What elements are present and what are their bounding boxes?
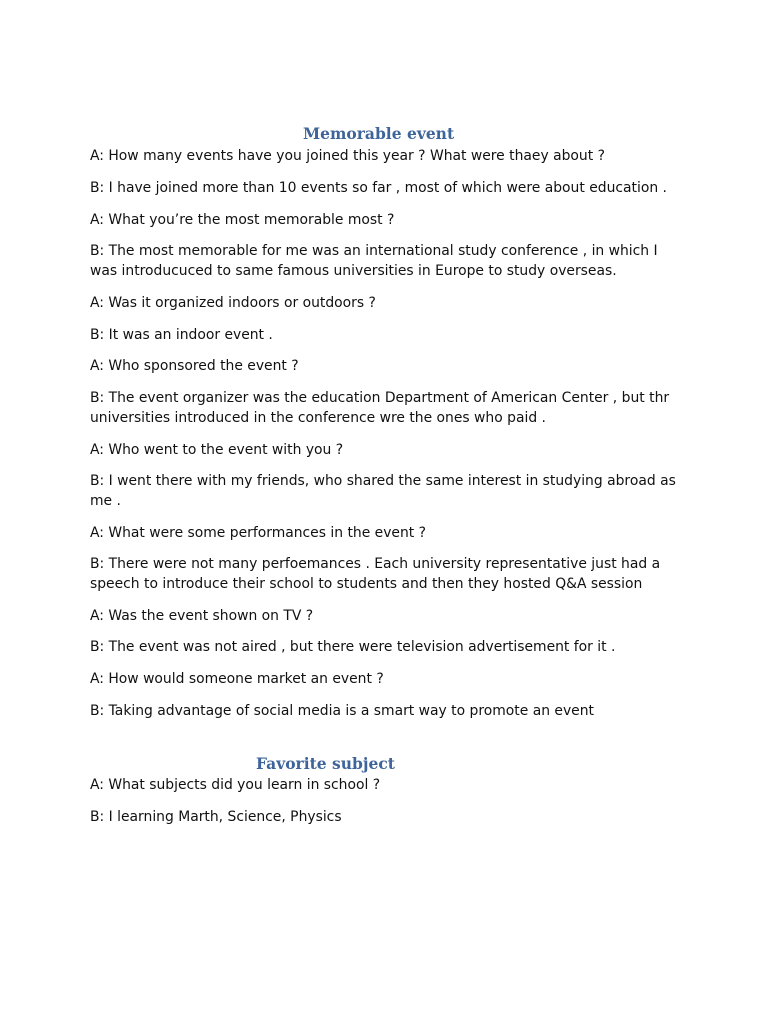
section-heading-memorable-event: Memorable event (303, 124, 455, 143)
dialogue-line: B: I have joined more than 10 events so far , most of which were about education . (90, 180, 667, 196)
dialogue-line: me . (90, 493, 121, 509)
dialogue-line: B: The event organizer was the education Department of American Center , but thr (90, 390, 670, 406)
dialogue-line: B: It was an indoor event . (90, 327, 273, 343)
dialogue-line: B: The event was not aired , but there were television advertisement for it . (90, 639, 616, 655)
dialogue-line: B: Taking advantage of social media is a smart way to promote an event (90, 703, 594, 719)
section-heading-favorite-subject: Favorite subject (256, 754, 395, 773)
dialogue-line: A: How many events have you joined this year ? What were thaey about ? (90, 148, 605, 164)
dialogue-line: B: I learning Marth, Science, Physics (90, 809, 342, 825)
dialogue-line: speech to introduce their school to students and then they hosted Q&A session (90, 576, 643, 592)
dialogue-line: A: Who went to the event with you ? (90, 442, 344, 458)
dialogue-line: universities introduced in the conference wre the ones who paid . (90, 410, 546, 426)
dialogue-line: A: Was the event shown on TV ? (90, 608, 314, 624)
dialogue-line: A: What were some performances in the event ? (90, 525, 427, 541)
dialogue-line: A: Who sponsored the event ? (90, 358, 299, 374)
dialogue-line: B: There were not many perfoemances . Each university representative just had a (90, 556, 661, 572)
dialogue-line: A: What subjects did you learn in school ? (90, 777, 381, 793)
dialogue-line: was introducuced to same famous universities in Europe to study overseas. (90, 263, 617, 279)
dialogue-line: A: What you’re the most memorable most ? (90, 212, 395, 228)
dialogue-line: B: I went there with my friends, who shared the same interest in studying abroad as (90, 473, 676, 489)
dialogue-line: A: How would someone market an event ? (90, 671, 384, 687)
dialogue-line: B: The most memorable for me was an international study conference , in which I (90, 243, 658, 259)
dialogue-line: A: Was it organized indoors or outdoors ? (90, 295, 376, 311)
